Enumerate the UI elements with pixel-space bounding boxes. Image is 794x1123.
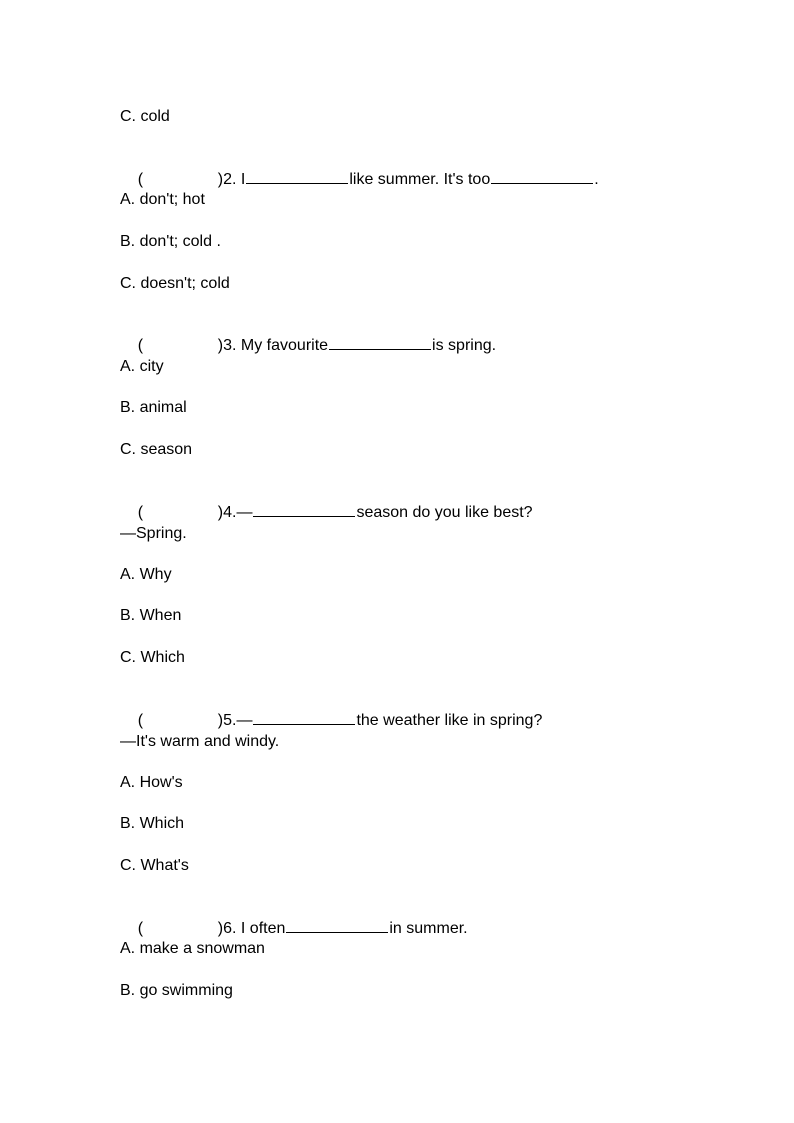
option-q2-b: B. don't; cold . [120, 233, 221, 250]
option-q5-a: A. How's [120, 774, 183, 791]
question-5-stem-end: the weather like in spring? [356, 712, 543, 729]
option-q4-c: C. Which [120, 649, 185, 666]
option-q4-b: B. When [120, 607, 182, 624]
answer-paren-open: ( [137, 712, 144, 729]
option-q6-a: A. make a snowman [120, 940, 265, 957]
question-2-stem-end: . [594, 171, 599, 188]
option-q1-c: C. cold [120, 108, 170, 125]
dialogue-response-4: —Spring. [120, 525, 187, 542]
option-q3-b: B. animal [120, 399, 187, 416]
answer-blank-1 [246, 169, 348, 184]
question-5-stem-start: )5.— [217, 712, 253, 729]
question-3-stem-start: )3. My favourite [217, 337, 329, 354]
answer-blank [253, 502, 355, 517]
question-6-stem-start: )6. I often [217, 920, 286, 937]
option-q5-b: B. Which [120, 815, 185, 832]
question-2-stem-start: )2. I [217, 171, 246, 188]
question-2-stem-mid: like summer. It's too [349, 171, 491, 188]
answer-blank [253, 710, 355, 725]
answer-paren-open: ( [137, 920, 144, 937]
answer-blank-2 [491, 169, 593, 184]
answer-blank [286, 918, 388, 933]
option-q2-c: C. doesn't; cold [120, 275, 230, 292]
option-q4-a: A. Why [120, 566, 172, 583]
dialogue-response-5: —It's warm and windy. [120, 733, 280, 750]
answer-paren-open: ( [137, 171, 144, 188]
question-4-stem-end: season do you like best? [356, 504, 533, 521]
question-3-stem-end: is spring. [432, 337, 497, 354]
option-q6-b: B. go swimming [120, 982, 233, 999]
option-q3-c: C. season [120, 441, 193, 458]
answer-paren-open: ( [137, 504, 144, 521]
option-q5-c: C. What's [120, 857, 189, 874]
question-4-stem-start: )4.— [217, 504, 253, 521]
question-6-stem-end: in summer. [389, 920, 468, 937]
answer-paren-open: ( [137, 337, 144, 354]
option-q3-a: A. city [120, 358, 164, 375]
question-3 [120, 315, 496, 376]
option-q2-a: A. don't; hot [120, 191, 205, 208]
answer-blank [329, 335, 431, 350]
